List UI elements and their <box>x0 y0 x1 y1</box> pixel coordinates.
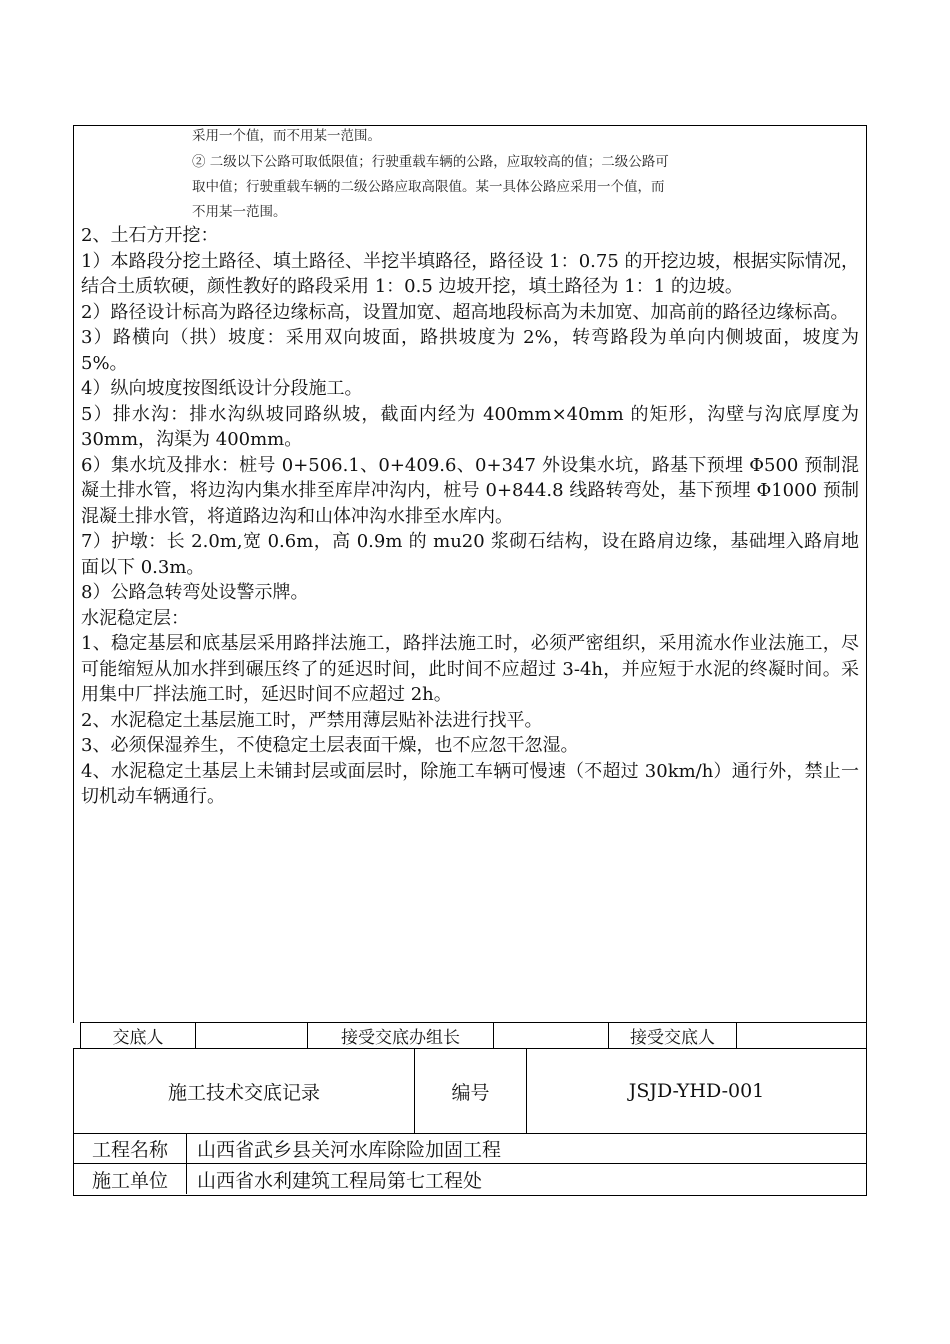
team-leader-label: 接受交底办组长 <box>308 1023 494 1048</box>
paragraph: 7）护墩：长 2.0m,宽 0.6m，高 0.9m 的 mu20 浆砌石结构，设在路肩边缘，基础埋入路肩地面以下 0.3m。 <box>81 531 859 578</box>
explainer-signature-field[interactable] <box>196 1023 308 1048</box>
team-leader-signature-field[interactable] <box>494 1023 609 1048</box>
receiver-label: 接受交底人 <box>609 1023 737 1048</box>
note-line-2: ② 二级以下公路可取低限值；行驶重载车辆的公路，应取较高的值；二级公路可 <box>192 154 669 170</box>
explainer-label: 交底人 <box>81 1023 196 1048</box>
paragraph: 4）纵向坡度按图纸设计分段施工。 <box>81 378 363 399</box>
note-line-1: 采用一个值，而不用某一范围。 <box>192 128 381 144</box>
section-heading: 2、土石方开挖： <box>81 225 219 246</box>
section-heading: 水泥稳定层： <box>81 607 189 629</box>
paragraph: 5）排水沟：排水沟纵坡同路纵坡，截面内经为 400mm×40mm 的矩形，沟壁与沟底厚度为 30mm，沟渠为 400mm。 <box>81 403 859 450</box>
paragraph: 2）路径设计标高为路径边缘标高，设置加宽、超高地段标高为未加宽、加高前的路径边缘标高。 <box>81 301 849 323</box>
paragraph: 4、水泥稳定土基层上未铺封层或面层时，除施工车辆可慢速（不超过 30km/h）通行外，禁止一切机动车辆通行。 <box>81 760 859 807</box>
paragraph: 1、稳定基层和底基层采用路拌法施工，路拌法施工时，必须严密组织，采用流水作业法施工，尽可能缩短从加水拌到碾压终了的延迟时间，此时间不应超过 3-4h，并应短于水泥的终凝时间。采用集中厂拌法施工时，延迟时间不应超过 2h。 <box>81 633 859 705</box>
paragraph: 3、必须保湿养生，不使稳定土层表面干燥，也不应忽干忽湿。 <box>81 735 579 756</box>
project-name-label: 工程名称 <box>74 1134 187 1163</box>
construction-unit-label: 施工单位 <box>74 1164 187 1194</box>
record-title: 施工技术交底记录 <box>74 1049 415 1133</box>
record-header-table <box>73 1048 867 1196</box>
construction-unit-value: 山西省水利建筑工程局第七工程处 <box>197 1169 483 1192</box>
disclosure-body <box>81 223 859 810</box>
number-value: JSJD-YHD-001 <box>628 1080 765 1102</box>
paragraph: 6）集水坑及排水：桩号 0+506.1、0+409.6、0+347 外设集水坑，路基下预埋 Φ500 预制混凝土排水管，将边沟内集水排至库岸冲沟内，桩号 0+844.8 线路转弯处，基下预埋 Φ1000 预制混凝土排水管，将道路边沟和山体冲沟水排至水库内。 <box>81 454 859 527</box>
signature-row <box>80 1022 867 1048</box>
project-name-value: 山西省武乡县关河水库除险加固工程 <box>197 1139 502 1161</box>
paragraph: 1）本路段分挖土路径、填土路径、半挖半填路径，路径设 1：0.75 的开挖边坡，根据实际情况，结合土质软硬，颜性教好的路段采用 1：0.5 边坡开挖，填土路径为 1：1 的边坡。 <box>81 250 859 297</box>
paragraph: 8）公路急转弯处设警示牌。 <box>81 582 309 603</box>
paragraph: 3）路横向（拱）坡度：采用双向坡面，路拱坡度为 2%，转弯路段为单向内侧坡面，坡度为 5%。 <box>81 327 859 374</box>
note-line-4: 不用某一范围。 <box>192 204 287 220</box>
number-label: 编号 <box>415 1049 527 1133</box>
note-line-3: 取中值；行驶重载车辆的二级公路应取高限值。某一具体公路应采用一个值，而 <box>192 179 665 195</box>
receiver-signature-field[interactable] <box>737 1023 865 1048</box>
paragraph: 2、水泥稳定土基层施工时，严禁用薄层贴补法进行找平。 <box>81 709 543 731</box>
